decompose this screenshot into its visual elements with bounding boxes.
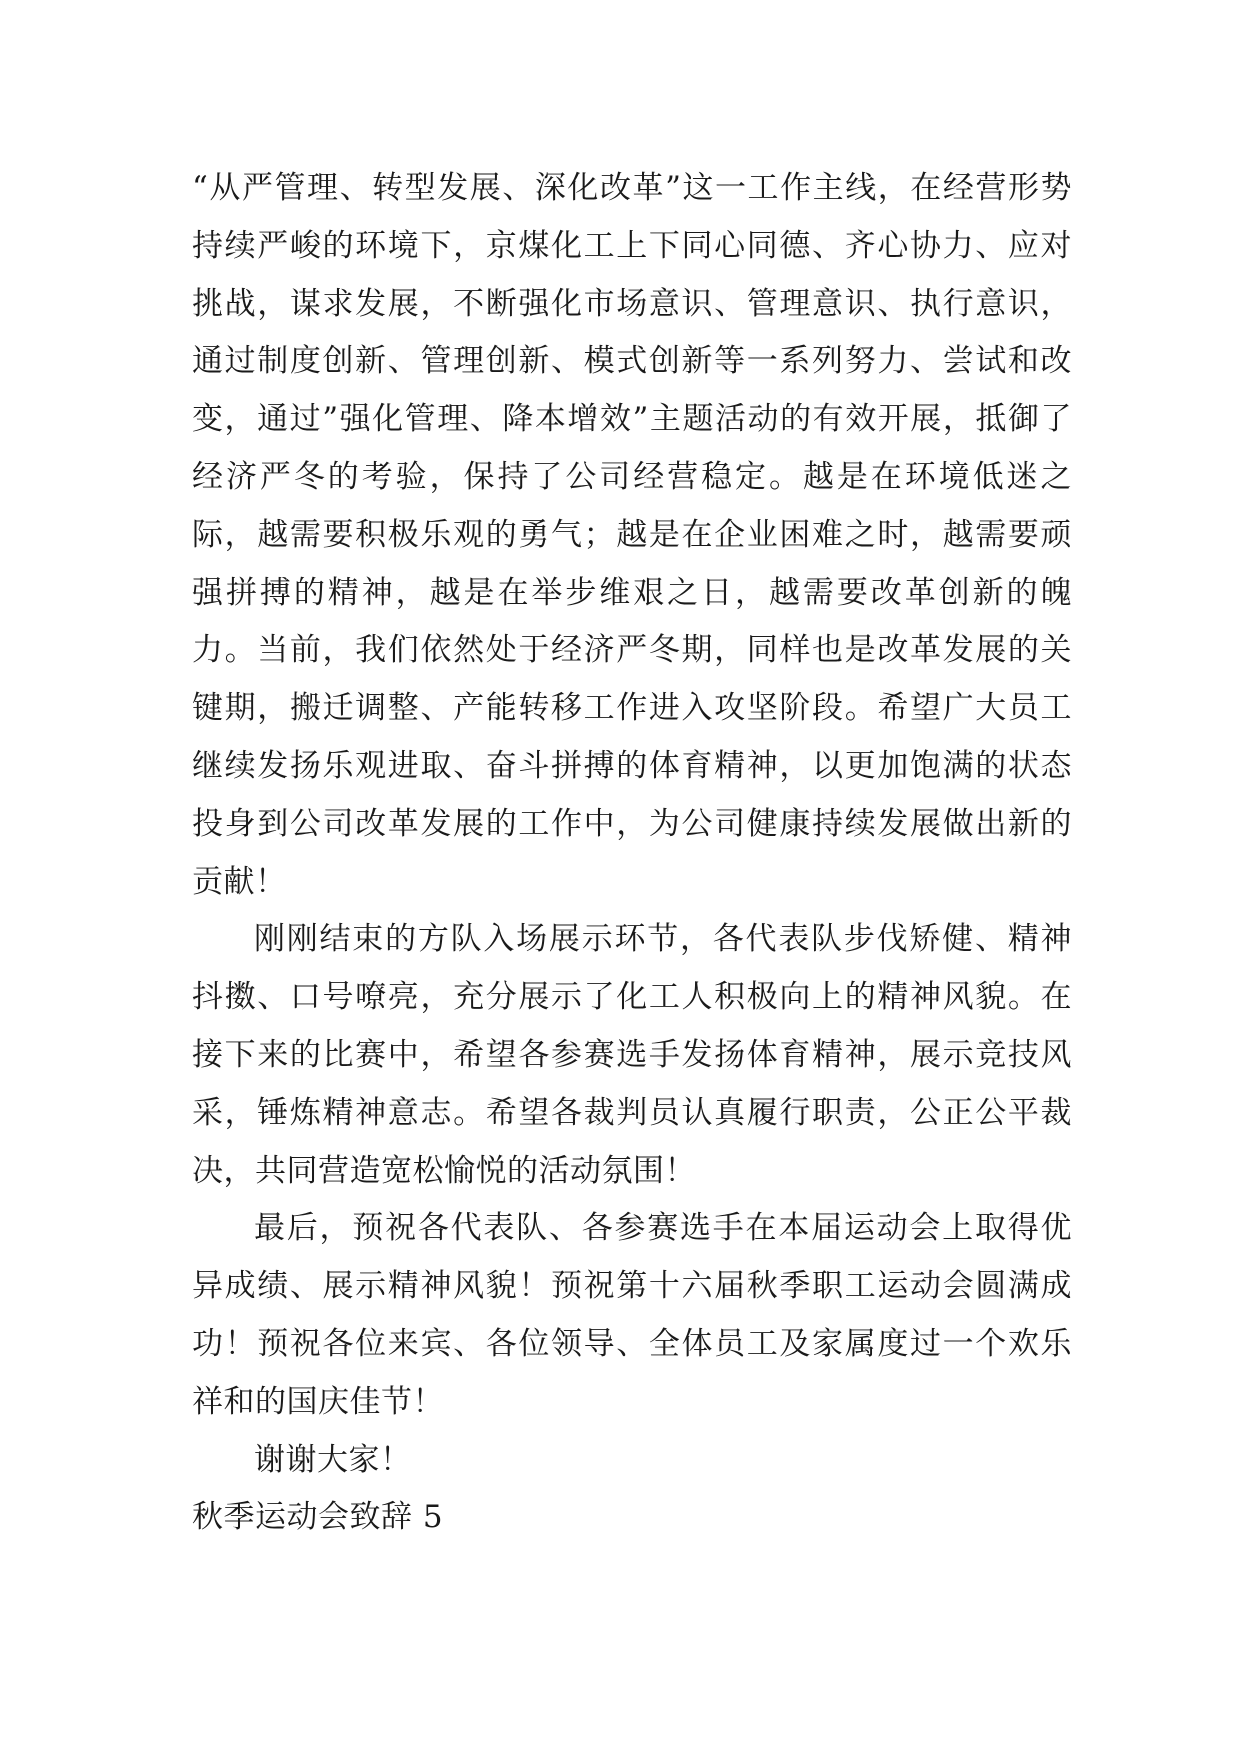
paragraph-2: 刚刚结束的方队入场展示环节，各代表队步伐矫健、精神抖擞、口号嘹亮，充分展示了化工人积极向上的精神风貌。在接下来的比赛中，希望各参赛选手发扬体育精神，展示竞技风采，锤炼精神意志。希望各裁判员认真履行职责，公正公平裁决，共同营造宽松愉悦的活动氛围！	[192, 921, 1072, 1189]
paragraph-1: “从严管理、转型发展、深化改革”这一工作主线，在经营形势持续严峻的环境下，京煤化工上下同心同德、齐心协力、应对挑战，谋求发展，不断强化市场意识、管理意识、执行意识，通过制度创新、管理创新、模式创新等一系列努力、尝试和改变，通过”强化管理、降本增效”主题活动的有效开展，抵御了经济严冬的考验，保持了公司经营稳定。越是在环境低迷之际，越需要积极乐观的勇气；越是在企业困难之时，越需要顽强拼搏的精神，越是在举步维艰之日，越需要改革创新的魄力。当前，我们依然处于经济严冬期，同样也是改革发展的关键期，搬迁调整、产能转移工作进入攻坚阶段。希望广大员工继续发扬乐观进取、奋斗拼搏的体育精神，以更加饱满的状态投身到公司改革发展的工作中，为公司健康持续发展做出新的贡献！	[192, 170, 1072, 900]
document-body	[192, 160, 1072, 1547]
paragraph-3: 最后，预祝各代表队、各参赛选手在本届运动会上取得优异成绩、展示精神风貌！预祝第十六届秋季职工运动会圆满成功！预祝各位来宾、各位领导、全体员工及家属度过一个欢乐祥和的国庆佳节！	[192, 1210, 1072, 1420]
next-section-title: 秋季运动会致辞 5	[192, 1499, 444, 1536]
closing-thanks: 谢谢大家！	[254, 1441, 412, 1478]
